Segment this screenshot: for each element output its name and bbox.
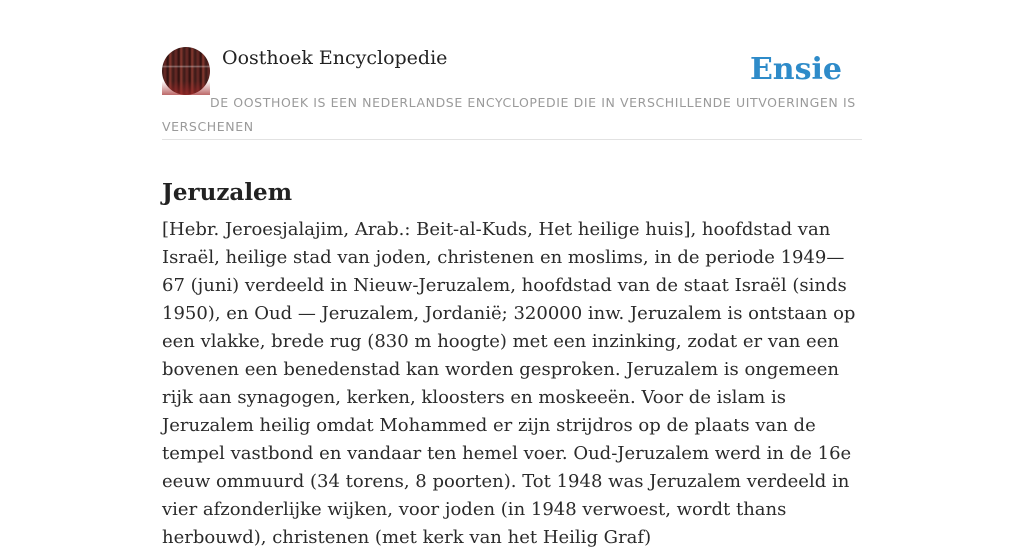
site-tagline: DE OOSTHOEK IS EEN NEDERLANDSE ENCYCLOPEDIE DIE IN VERSCHILLENDE UITVOERINGEN IS VERSCHENEN — [162, 95, 856, 134]
article-body: [Hebr. Jeroesjalajim, Arab.: Beit-al-Kuds, Het heilige huis], hoofdstad van Israël, heilige stad van joden, christenen en moslims, in de periode 1949—67 (juni) verdeeld in Nieuw-Jeruzalem, hoofdstad van de staat Israël (sinds 1950), en Oud — Jeruzalem, Jordanië; 320000 inw. Jeruzalem is ontstaan op een vlakke, brede rug (830 m hoogte) met een inzinking, zodat er van een bovenen een benedenstad kan worden gesproken. Jeruzalem is ongemeen rijk aan synagogen, kerken, kloosters en moskeeën. Voor de islam is Jeruzalem heilig omdat Mohammed er zijn strijdros op de plaats van de tempel vastbond en vandaar ten hemel voer. Oud-Jeruzalem werd in de 16e eeuw ommuurd (34 torens, 8 poorten). Tot 1948 was Jeruzalem verdeeld in vier afzonderlijke wijken, voor joden (in 1948 verwoest, wordt thans herbouwd), christenen (met kerk van het Heilig Graf) — [162, 219, 856, 548]
site-header — [162, 46, 862, 140]
article-title: Jeruzalem — [162, 179, 293, 207]
ensie-logo-link[interactable]: Ensie — [749, 52, 842, 87]
site-name-link[interactable]: Oosthoek Encyclopedie — [222, 47, 448, 69]
book-spines-avatar[interactable] — [162, 47, 210, 95]
